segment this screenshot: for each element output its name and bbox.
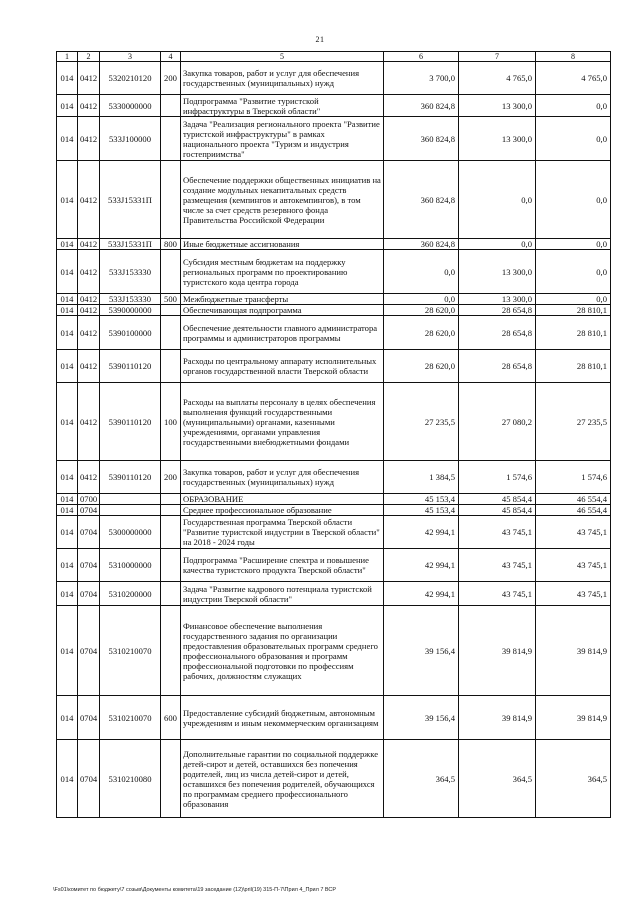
table-cell-col5: Расходы по центральному аппарату исполнительных органов государственной власти Тверской области: [181, 350, 384, 383]
table-row: [57, 250, 611, 294]
table-cell-col2: 0412: [78, 239, 100, 250]
table-cell-col4: [161, 549, 181, 582]
table-cell-col7: 13 300,0: [459, 250, 536, 294]
table-cell-col6: 28 620,0: [384, 305, 459, 316]
table-cell-col5: Задача "Реализация регионального проекта "Развитие туристской инфраструктуры" в рамках национального проекта "Туризм и индустрия гостеприимства": [181, 117, 384, 161]
table-cell-col1: 014: [57, 549, 78, 582]
table-cell-col4: [161, 117, 181, 161]
table-cell-col6: 28 620,0: [384, 350, 459, 383]
table-row: [57, 696, 611, 740]
table-cell-col1: 014: [57, 350, 78, 383]
table-cell-col6: 0,0: [384, 294, 459, 305]
table-cell-col2: 0704: [78, 516, 100, 549]
table-cell-col8: 0,0: [536, 161, 611, 239]
table-cell-col4: 600: [161, 696, 181, 740]
table-cell-col4: [161, 494, 181, 505]
table-cell-col2: 0704: [78, 549, 100, 582]
column-header: 5: [181, 52, 384, 62]
table-cell-col8: 46 554,4: [536, 494, 611, 505]
table-row: [57, 582, 611, 606]
table-cell-col7: 4 765,0: [459, 62, 536, 95]
table-cell-col7: 43 745,1: [459, 516, 536, 549]
table-cell-col4: [161, 161, 181, 239]
table-cell-col7: 45 854,4: [459, 505, 536, 516]
table-cell-col2: 0704: [78, 505, 100, 516]
table-cell-col6: 360 824,8: [384, 239, 459, 250]
page-number: 21: [315, 35, 325, 44]
table-cell-col3: 5390110120: [100, 350, 161, 383]
table-cell-col4: 800: [161, 239, 181, 250]
table-cell-col7: 45 854,4: [459, 494, 536, 505]
table-cell-col1: 014: [57, 161, 78, 239]
table-cell-col3: 533J15331П: [100, 161, 161, 239]
table-cell-col5: Иные бюджетные ассигнования: [181, 239, 384, 250]
table-cell-col1: 014: [57, 582, 78, 606]
table-cell-col1: 014: [57, 239, 78, 250]
table-cell-col4: [161, 305, 181, 316]
table-cell-col6: 0,0: [384, 250, 459, 294]
column-header: 1: [57, 52, 78, 62]
table-cell-col7: 1 574,6: [459, 461, 536, 494]
table-cell-col4: [161, 505, 181, 516]
table-row: [57, 350, 611, 383]
table-cell-col1: 014: [57, 250, 78, 294]
table-cell-col8: 39 814,9: [536, 696, 611, 740]
file-path-footer: \Fs01\комитет по бюджету\7 созыв\Документы комитета\19 заседание (12)\pril(19) 315-П-7\Прил 4_Прил 7 ВСР: [53, 887, 337, 893]
table-cell-col2: 0704: [78, 582, 100, 606]
table-cell-col6: 1 384,5: [384, 461, 459, 494]
column-header: 7: [459, 52, 536, 62]
table-cell-col2: 0704: [78, 696, 100, 740]
table-cell-col3: 533J153330: [100, 294, 161, 305]
table-cell-col1: 014: [57, 294, 78, 305]
table-cell-col4: [161, 95, 181, 117]
table-cell-col8: 46 554,4: [536, 505, 611, 516]
table-cell-col3: 5310000000: [100, 549, 161, 582]
column-header: 3: [100, 52, 161, 62]
table-cell-col5: Подпрограмма "Расширение спектра и повышение качества туристского продукта Тверской области": [181, 549, 384, 582]
table-row: [57, 606, 611, 696]
table-cell-col5: Государственная программа Тверской области "Развитие туристской индустрии в Тверской области" на 2018 - 2024 годы: [181, 516, 384, 549]
table-cell-col7: 13 300,0: [459, 294, 536, 305]
column-header: 8: [536, 52, 611, 62]
table-cell-col5: Обеспечение поддержки общественных инициатив на создание модульных некапитальных средств размещения (кемпингов и автокемпингов), в том числе за счет средств резервного фонда Правительства Российской Федерации: [181, 161, 384, 239]
table-cell-col5: ОБРАЗОВАНИЕ: [181, 494, 384, 505]
table-cell-col8: 43 745,1: [536, 549, 611, 582]
table-cell-col4: [161, 316, 181, 350]
table-cell-col4: [161, 350, 181, 383]
table-cell-col2: 0700: [78, 494, 100, 505]
table-row: [57, 316, 611, 350]
table-cell-col6: 27 235,5: [384, 383, 459, 461]
table-cell-col8: 28 810,1: [536, 305, 611, 316]
table-cell-col4: [161, 606, 181, 696]
table-cell-col6: 45 153,4: [384, 505, 459, 516]
table-cell-col2: 0412: [78, 95, 100, 117]
table-cell-col8: 0,0: [536, 294, 611, 305]
table-cell-col1: 014: [57, 95, 78, 117]
table-cell-col3: 533J153330: [100, 250, 161, 294]
table-cell-col8: 28 810,1: [536, 350, 611, 383]
table-cell-col4: 500: [161, 294, 181, 305]
table-cell-col5: Межбюджетные трансферты: [181, 294, 384, 305]
budget-table: [56, 51, 611, 818]
table-row: [57, 461, 611, 494]
column-number-header: [57, 52, 611, 62]
table-cell-col6: 360 824,8: [384, 117, 459, 161]
table-cell-col1: 014: [57, 740, 78, 818]
table-row: [57, 516, 611, 549]
table-cell-col2: 0704: [78, 740, 100, 818]
table-row: [57, 740, 611, 818]
table-cell-col8: 39 814,9: [536, 606, 611, 696]
table-cell-col8: 4 765,0: [536, 62, 611, 95]
table-cell-col6: 360 824,8: [384, 95, 459, 117]
table-cell-col3: 5390110120: [100, 383, 161, 461]
table-cell-col6: 360 824,8: [384, 161, 459, 239]
table-cell-col8: 1 574,6: [536, 461, 611, 494]
table-cell-col3: 5330000000: [100, 95, 161, 117]
table-cell-col4: [161, 250, 181, 294]
table-cell-col7: 28 654,8: [459, 350, 536, 383]
table-cell-col3: 533J15331П: [100, 239, 161, 250]
table-cell-col8: 28 810,1: [536, 316, 611, 350]
table-cell-col6: 39 156,4: [384, 606, 459, 696]
table-cell-col8: 27 235,5: [536, 383, 611, 461]
table-cell-col1: 014: [57, 516, 78, 549]
table-cell-col1: 014: [57, 117, 78, 161]
table-cell-col5: Расходы на выплаты персоналу в целях обеспечения выполнения функций государственными (муниципальными) органами, казенными учреждениями, органами управления государственными внебюджетными фондами: [181, 383, 384, 461]
table-cell-col3: 5310210070: [100, 696, 161, 740]
table-cell-col2: 0412: [78, 161, 100, 239]
table-cell-col5: Дополнительные гарантии по социальной поддержке детей-сирот и детей, оставшихся без попечения родителей, лиц из числа детей-сирот и детей, оставшихся без попечения родителей, обучающихся по программам среднего профессионального образования: [181, 740, 384, 818]
table-cell-col5: Предоставление субсидий бюджетным, автономным учреждениям и иным некоммерческим организациям: [181, 696, 384, 740]
table-cell-col7: 364,5: [459, 740, 536, 818]
table-cell-col1: 014: [57, 505, 78, 516]
table-cell-col5: Задача "Развитие кадрового потенциала туристской индустрии Тверской области": [181, 582, 384, 606]
table-row: [57, 294, 611, 305]
table-cell-col4: 100: [161, 383, 181, 461]
table-cell-col7: 13 300,0: [459, 95, 536, 117]
table-row: [57, 383, 611, 461]
table-cell-col4: [161, 582, 181, 606]
table-cell-col3: 5300000000: [100, 516, 161, 549]
table-cell-col6: 42 994,1: [384, 582, 459, 606]
table-cell-col5: Обеспечивающая подпрограмма: [181, 305, 384, 316]
table-cell-col8: 0,0: [536, 117, 611, 161]
table-cell-col7: 0,0: [459, 161, 536, 239]
table-cell-col3: 5390100000: [100, 316, 161, 350]
table-cell-col5: Подпрограмма "Развитие туристской инфраструктуры в Тверской области": [181, 95, 384, 117]
table-cell-col2: 0412: [78, 305, 100, 316]
table-cell-col7: 43 745,1: [459, 582, 536, 606]
table-cell-col7: 39 814,9: [459, 606, 536, 696]
table-cell-col1: 014: [57, 316, 78, 350]
table-cell-col7: 27 080,2: [459, 383, 536, 461]
table-cell-col4: [161, 740, 181, 818]
table-cell-col7: 0,0: [459, 239, 536, 250]
table-cell-col8: 0,0: [536, 239, 611, 250]
table-cell-col2: 0412: [78, 250, 100, 294]
table-cell-col3: 5310200000: [100, 582, 161, 606]
table-cell-col8: 0,0: [536, 250, 611, 294]
table-cell-col4: [161, 516, 181, 549]
table-cell-col8: 43 745,1: [536, 516, 611, 549]
table-cell-col1: 014: [57, 696, 78, 740]
table-cell-col3: 5390000000: [100, 305, 161, 316]
table-cell-col6: 364,5: [384, 740, 459, 818]
table-cell-col5: Финансовое обеспечение выполнения государственного задания по организации предоставления образовательных программ среднего профессионального образования и программ профессиональной подготовки по профессиям рабочих, должностям служащих: [181, 606, 384, 696]
table-cell-col6: 42 994,1: [384, 549, 459, 582]
table-cell-col1: 014: [57, 383, 78, 461]
table-cell-col6: 3 700,0: [384, 62, 459, 95]
table-cell-col6: 45 153,4: [384, 494, 459, 505]
table-cell-col1: 014: [57, 606, 78, 696]
table-cell-col2: 0412: [78, 383, 100, 461]
table-row: [57, 95, 611, 117]
table-cell-col3: 5390110120: [100, 461, 161, 494]
table-row: [57, 161, 611, 239]
table-row: [57, 494, 611, 505]
table-row: [57, 239, 611, 250]
table-cell-col3: [100, 494, 161, 505]
table-cell-col2: 0412: [78, 62, 100, 95]
table-cell-col3: 5310210070: [100, 606, 161, 696]
table-cell-col2: 0704: [78, 606, 100, 696]
table-cell-col5: Субсидия местным бюджетам на поддержку региональных программ по проектированию туристского кода центра города: [181, 250, 384, 294]
table-cell-col8: 364,5: [536, 740, 611, 818]
table-cell-col3: 5320210120: [100, 62, 161, 95]
table-cell-col8: 0,0: [536, 95, 611, 117]
table-cell-col1: 014: [57, 461, 78, 494]
table-cell-col4: 200: [161, 461, 181, 494]
table-cell-col5: Закупка товаров, работ и услуг для обеспечения государственных (муниципальных) нужд: [181, 461, 384, 494]
table-cell-col6: 42 994,1: [384, 516, 459, 549]
table-cell-col3: 533J100000: [100, 117, 161, 161]
table-cell-col8: 43 745,1: [536, 582, 611, 606]
table-cell-col7: 28 654,8: [459, 316, 536, 350]
table-row: [57, 117, 611, 161]
table-cell-col2: 0412: [78, 316, 100, 350]
table-cell-col2: 0412: [78, 117, 100, 161]
table-cell-col5: Закупка товаров, работ и услуг для обеспечения государственных (муниципальных) нужд: [181, 62, 384, 95]
column-header: 6: [384, 52, 459, 62]
table-cell-col6: 28 620,0: [384, 316, 459, 350]
table-cell-col2: 0412: [78, 461, 100, 494]
table-row: [57, 549, 611, 582]
table-cell-col7: 13 300,0: [459, 117, 536, 161]
column-header: 2: [78, 52, 100, 62]
table-cell-col2: 0412: [78, 350, 100, 383]
table-cell-col1: 014: [57, 62, 78, 95]
table-cell-col6: 39 156,4: [384, 696, 459, 740]
table-cell-col2: 0412: [78, 294, 100, 305]
table-cell-col1: 014: [57, 494, 78, 505]
table-cell-col4: 200: [161, 62, 181, 95]
table-cell-col7: 43 745,1: [459, 549, 536, 582]
table-row: [57, 62, 611, 95]
table-cell-col3: 5310210080: [100, 740, 161, 818]
column-header: 4: [161, 52, 181, 62]
table-cell-col7: 39 814,9: [459, 696, 536, 740]
table-cell-col7: 28 654,8: [459, 305, 536, 316]
table-row: [57, 305, 611, 316]
table-cell-col3: [100, 505, 161, 516]
table-cell-col5: Обеспечение деятельности главного администратора программы и администраторов программы: [181, 316, 384, 350]
table-cell-col1: 014: [57, 305, 78, 316]
table-cell-col5: Среднее профессиональное образование: [181, 505, 384, 516]
table-row: [57, 505, 611, 516]
